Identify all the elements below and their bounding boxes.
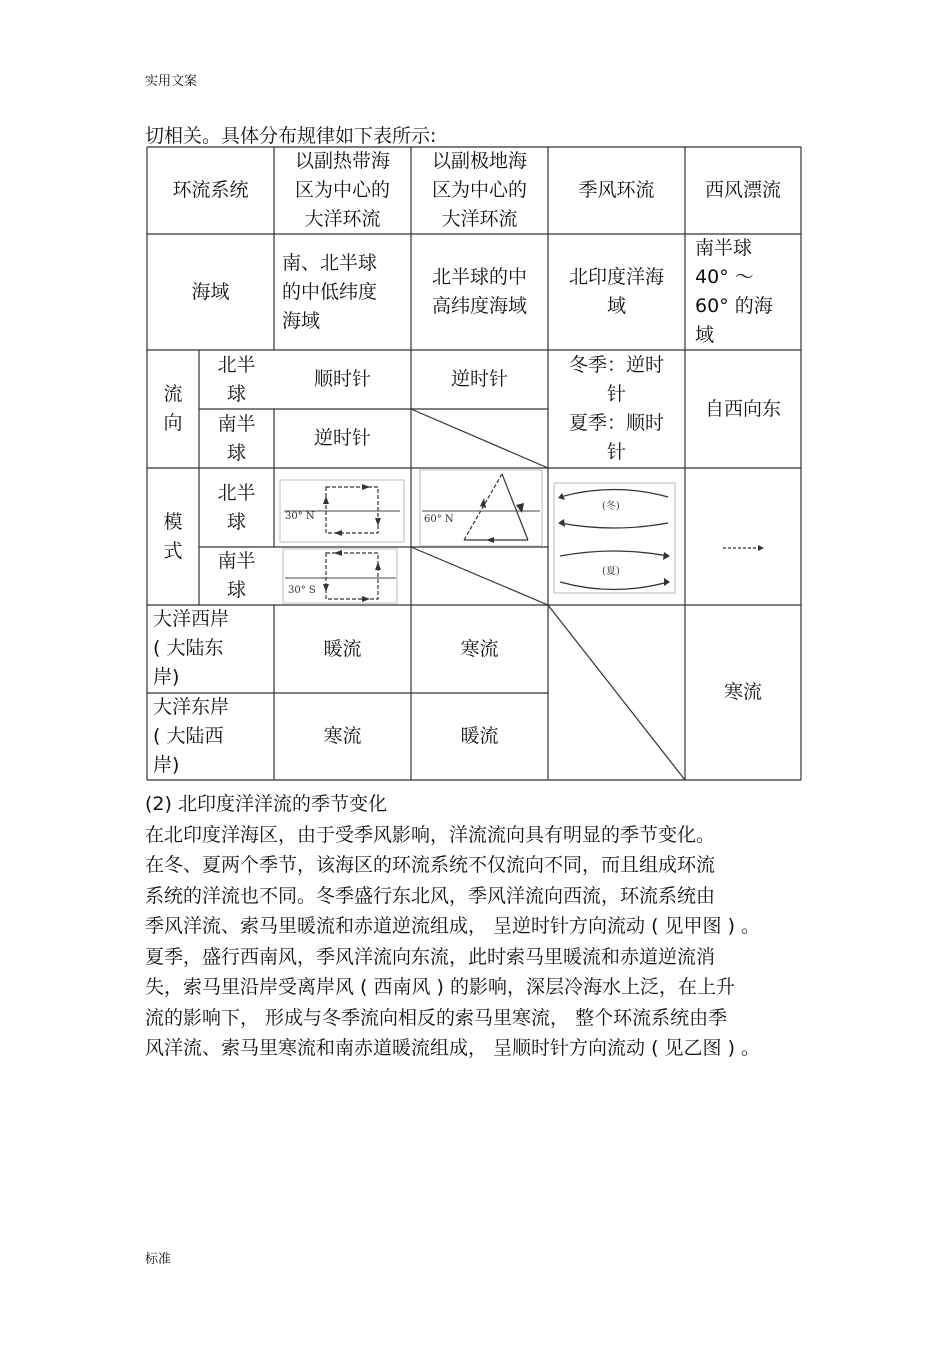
- lat-label-60n: 60° N: [424, 514, 454, 525]
- header-subtropical: 以副热带海 区为中心的 大洋环流: [294, 150, 390, 230]
- west-coast-subtropical: 暖流: [323, 637, 362, 660]
- east-coast-subpolar: 暖流: [460, 725, 499, 747]
- west-coast-label: 大洋西岸 ( 大陆东 岸): [153, 608, 230, 688]
- sea-area-westerly: 南半球 40° ～ 60° 的海 域: [695, 237, 773, 346]
- paragraph-line: 夏季，盛行西南风，季风洋流向东流，此时索马里暖流和赤道逆流消: [145, 945, 716, 968]
- paragraph-line: 流的影响下， 形成与冬季流向相反的索马里寒流， 整个环流系统由季: [145, 1006, 728, 1029]
- east-coast-subtropical: 寒流: [323, 725, 362, 747]
- paragraph-line: 风洋流、索马里寒流和南赤道暖流组成， 呈顺时针方向流动 ( 见乙图 ) 。: [145, 1037, 761, 1059]
- page-header: 实用文案: [145, 74, 198, 89]
- header-system: 环流系统: [172, 179, 249, 201]
- paragraph-line: 在冬、夏两个季节，该海区的环流系统不仅流向不同，而且组成环流: [145, 854, 716, 876]
- flow-subpolar-north: 逆时针: [450, 368, 508, 390]
- flow-monsoon: 冬季：逆时 针 夏季：顺时 针: [568, 354, 664, 463]
- paragraph-line: 失，索马里沿岸受离岸风 ( 西南风 ) 的影响，深层冷海水上泛，在上升: [145, 976, 735, 998]
- paragraph-line: 在北印度洋海区，由于受季风影响，洋流流向具有明显的季节变化。: [145, 823, 716, 846]
- section-heading: (2) 北印度洋洋流的季节变化: [145, 793, 387, 815]
- pattern-north-label: 北半 球: [217, 481, 256, 533]
- west-coast-subpolar: 寒流: [460, 637, 499, 660]
- header-monsoon: 季风环流: [578, 179, 655, 201]
- east-coast-label: 大洋东岸 ( 大陆西 岸): [153, 696, 230, 776]
- pattern-south-label: 南半 球: [217, 550, 256, 601]
- summer-label: (夏): [602, 566, 620, 577]
- flow-label: 流 向: [163, 383, 183, 434]
- body-text: [145, 789, 825, 1064]
- lat-label-30s: 30° S: [288, 585, 316, 596]
- monsoon-diagram: [554, 483, 675, 593]
- subtropical-north-diagram: [280, 480, 404, 542]
- flow-subtropical-south: 逆时针: [313, 427, 371, 449]
- flow-north-label: 北半 球: [217, 353, 256, 405]
- flow-south-label: 南半 球: [217, 412, 256, 464]
- pattern-label: 模 式: [163, 510, 183, 562]
- flow-westerly: 自西向东: [704, 397, 781, 420]
- westerly-diagram: [723, 545, 764, 551]
- westerly-current-type: 寒流: [723, 681, 762, 703]
- subtropical-south-diagram: [283, 549, 397, 603]
- sea-area-subpolar: 北半球的中 高纬度海域: [431, 266, 527, 317]
- header-westerly: 西风漂流: [704, 179, 781, 201]
- paragraph-line: 季风洋流、索马里暖流和赤道逆流组成， 呈逆时针方向流动 ( 见甲图 ) 。: [145, 915, 761, 937]
- winter-label: (冬): [602, 501, 620, 512]
- lat-label-30n: 30° N: [285, 511, 315, 522]
- sea-area-subtropical: 南、北半球 的中低纬度 海域: [282, 251, 378, 332]
- sea-area-monsoon: 北印度洋海 域: [568, 266, 664, 317]
- page-footer: 标准: [145, 1252, 172, 1267]
- sea-area-label: 海域: [191, 280, 230, 303]
- subpolar-diagram: [420, 470, 542, 546]
- header-subpolar: 以副极地海 区为中心的 大洋环流: [431, 150, 527, 230]
- intro-line: 切相关。具体分布规律如下表所示:: [145, 125, 437, 147]
- flow-subtropical-north: 顺时针: [313, 368, 371, 390]
- paragraph-line: 系统的洋流也不同。冬季盛行东北风，季风洋流向西流，环流系统由: [145, 884, 716, 907]
